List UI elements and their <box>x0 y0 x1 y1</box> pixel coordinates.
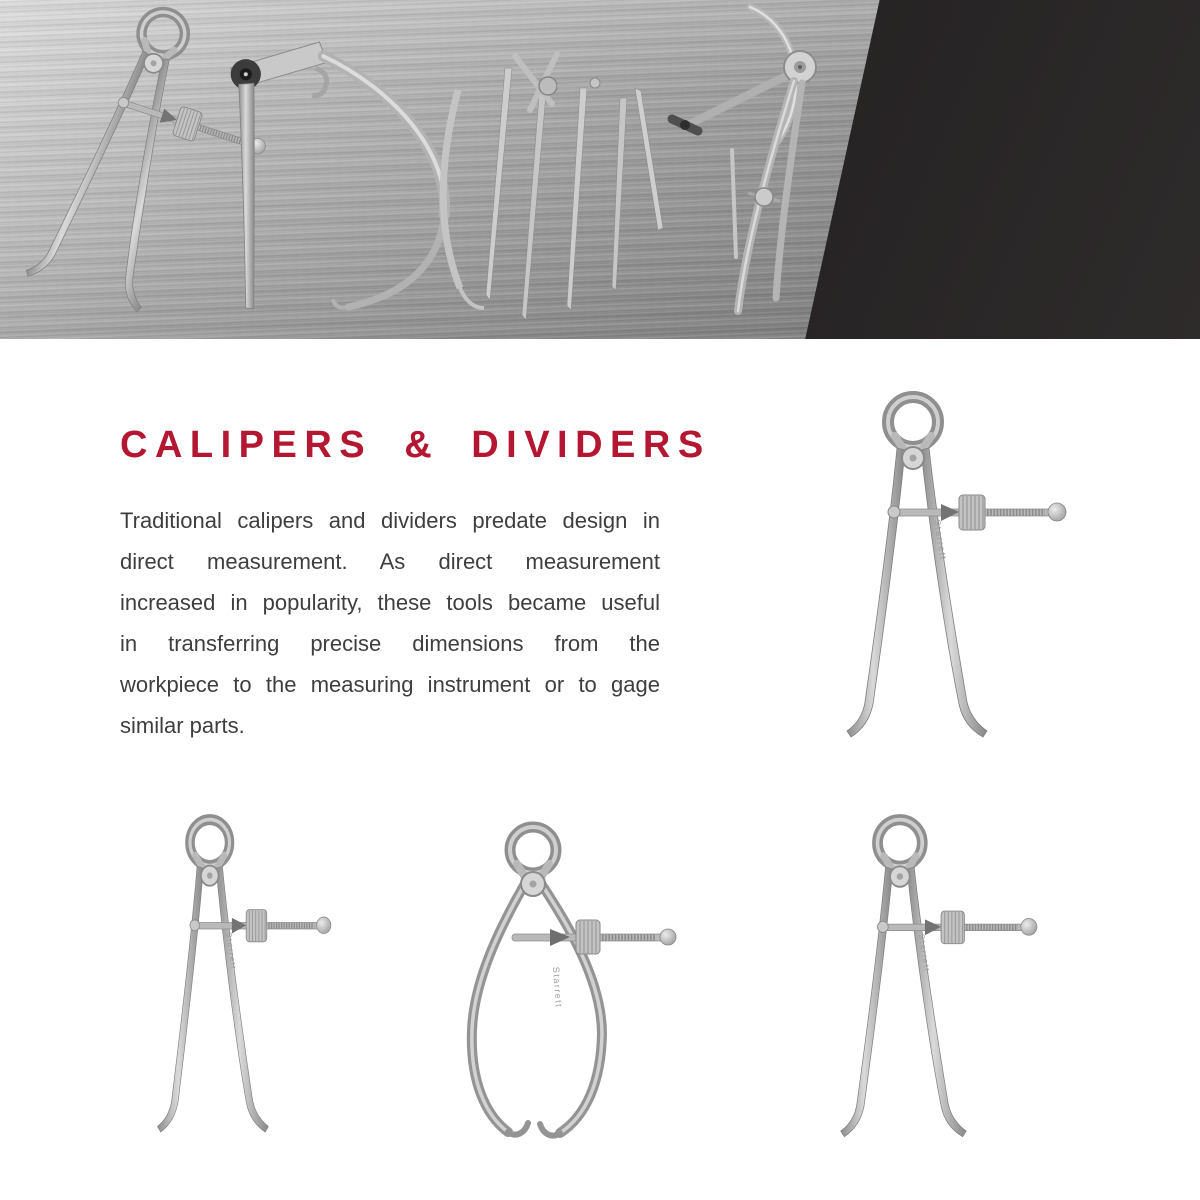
paragraph-line: workpiece to the measuring instrument or to gage <box>120 672 660 697</box>
product-inside-caliper-bottom-left-image <box>148 815 338 1155</box>
brand-engraving: Starrett <box>551 966 564 1009</box>
intro-paragraph <box>120 500 660 746</box>
paragraph-line: Traditional calipers and dividers predate design in <box>120 508 660 533</box>
product-outside-caliper-image <box>450 822 680 1152</box>
brand-engraving: Starrett <box>224 931 238 971</box>
brand-engraving: Starrett <box>916 933 932 973</box>
banner-dividers-cluster-image <box>430 28 665 328</box>
paragraph-line: direct measurement. As direct measurement <box>120 549 660 574</box>
hero-banner <box>0 0 1200 339</box>
paragraph-line: similar parts. <box>120 713 245 738</box>
product-inside-caliper-top-right-image <box>835 392 1075 762</box>
paragraph-line: in transferring precise dimensions from the <box>120 631 660 656</box>
banner-wing-divider-image <box>650 5 815 330</box>
product-inside-caliper-bottom-right-image <box>830 815 1045 1160</box>
page-title: CALIPERS & DIVIDERS <box>120 424 711 466</box>
brand-engraving: Starrett <box>932 518 949 562</box>
paragraph-line: increased in popularity, these tools became useful <box>120 590 660 615</box>
